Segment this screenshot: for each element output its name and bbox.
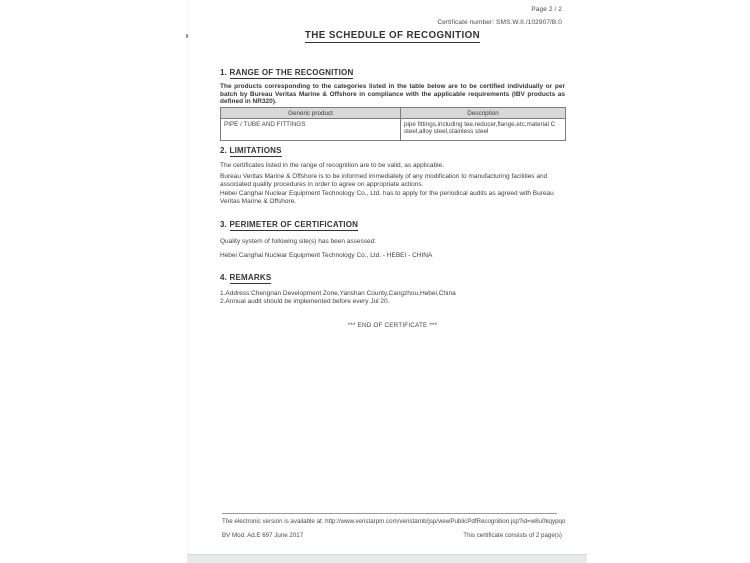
table-header-row (221, 108, 566, 119)
cell-generic-product: PIPE / TUBE AND FITTINGS (221, 119, 401, 141)
footer-divider (222, 513, 557, 514)
section-3-title: PERIMETER OF CERTIFICATION (229, 220, 359, 229)
section-2-title: LIMITATIONS (229, 146, 282, 155)
certificate-number: Certificate number: SMS.W.II./102907/B.0 (437, 19, 562, 26)
table-row (221, 119, 566, 141)
section-2-paragraph-2: Bureau Veritas Marine & Offshore is to be informed immediately of any modification to manufacturing facilities and associated quality procedures in order to agree on appropriate actions. (220, 173, 548, 188)
cell-description: pipe fittings,including tee,reducer,flange,etc,material C steel,alloy steel,stainless steel (401, 119, 566, 141)
section-4-title: REMARKS (229, 273, 272, 282)
table-header-description: Description (401, 108, 566, 119)
form-reference: BV Mod. Ad.E 697 June 2017 (222, 532, 304, 539)
section-4-remark-2: 2.Annual audit should be implemented before every Jul 20. (220, 297, 390, 305)
section-1-number: 1. (220, 68, 228, 77)
end-of-certificate-marker: *** END OF CERTIFICATE *** (347, 322, 438, 329)
section-1-heading (220, 68, 565, 77)
section-3-paragraph-1: Quality system of following site(s) has been assessed: (220, 238, 377, 245)
section-2-heading (220, 146, 565, 155)
page-edge-line (188, 0, 189, 563)
table-header-generic-product: Generic product (221, 108, 401, 119)
section-3-heading (220, 220, 565, 229)
recognition-table-wrap (220, 107, 565, 141)
section-4-heading (220, 273, 565, 282)
electronic-version-note: The electronic version is available at: http://www.veristarpm.com/veristarnb/jsp/viewPublicPdfRecognition.jsp?id=w8u0kqypqo (222, 518, 566, 525)
section-1-title: RANGE OF THE RECOGNITION (229, 68, 354, 77)
page-count-note: This certificate consists of 2 page(s) (463, 532, 562, 539)
section-1-paragraph: The products corresponding to the categories listed in the table below are to be certified individually or per batch by Bureau Veritas Marine & Offshore in compliance with the applicable requirements (IBV products as defined in NR320). (220, 83, 565, 106)
scanner-shadow-bar (187, 554, 587, 563)
recognition-table (220, 107, 566, 141)
section-4-remark-1: 1.Address:Chengnan Development Zone,Yanshan County,Cangzhou,Hebei,China (220, 290, 456, 297)
page-title-text: THE SCHEDULE OF RECOGNITION (304, 30, 481, 41)
section-2-number: 2. (220, 146, 228, 155)
page-title (220, 30, 565, 41)
page-number: Page 2 / 2 (531, 6, 562, 13)
section-3-paragraph-2: Hebei Canghai Nuclear Equipment Technology Co., Ltd. - HEBEI - CHINA (220, 252, 433, 259)
section-2-paragraph-3: Hebei Canghai Nuclear Equipment Technology Co., Ltd. has to apply for the periodical audits as agreed with Bureau Veritas Marine & Offshore. (220, 190, 554, 205)
section-4-number: 4. (220, 273, 228, 282)
section-3-number: 3. (220, 220, 228, 229)
section-2-paragraph-1: The certificates listed in the range of recognition are to be valid, as applicable. (220, 162, 445, 169)
